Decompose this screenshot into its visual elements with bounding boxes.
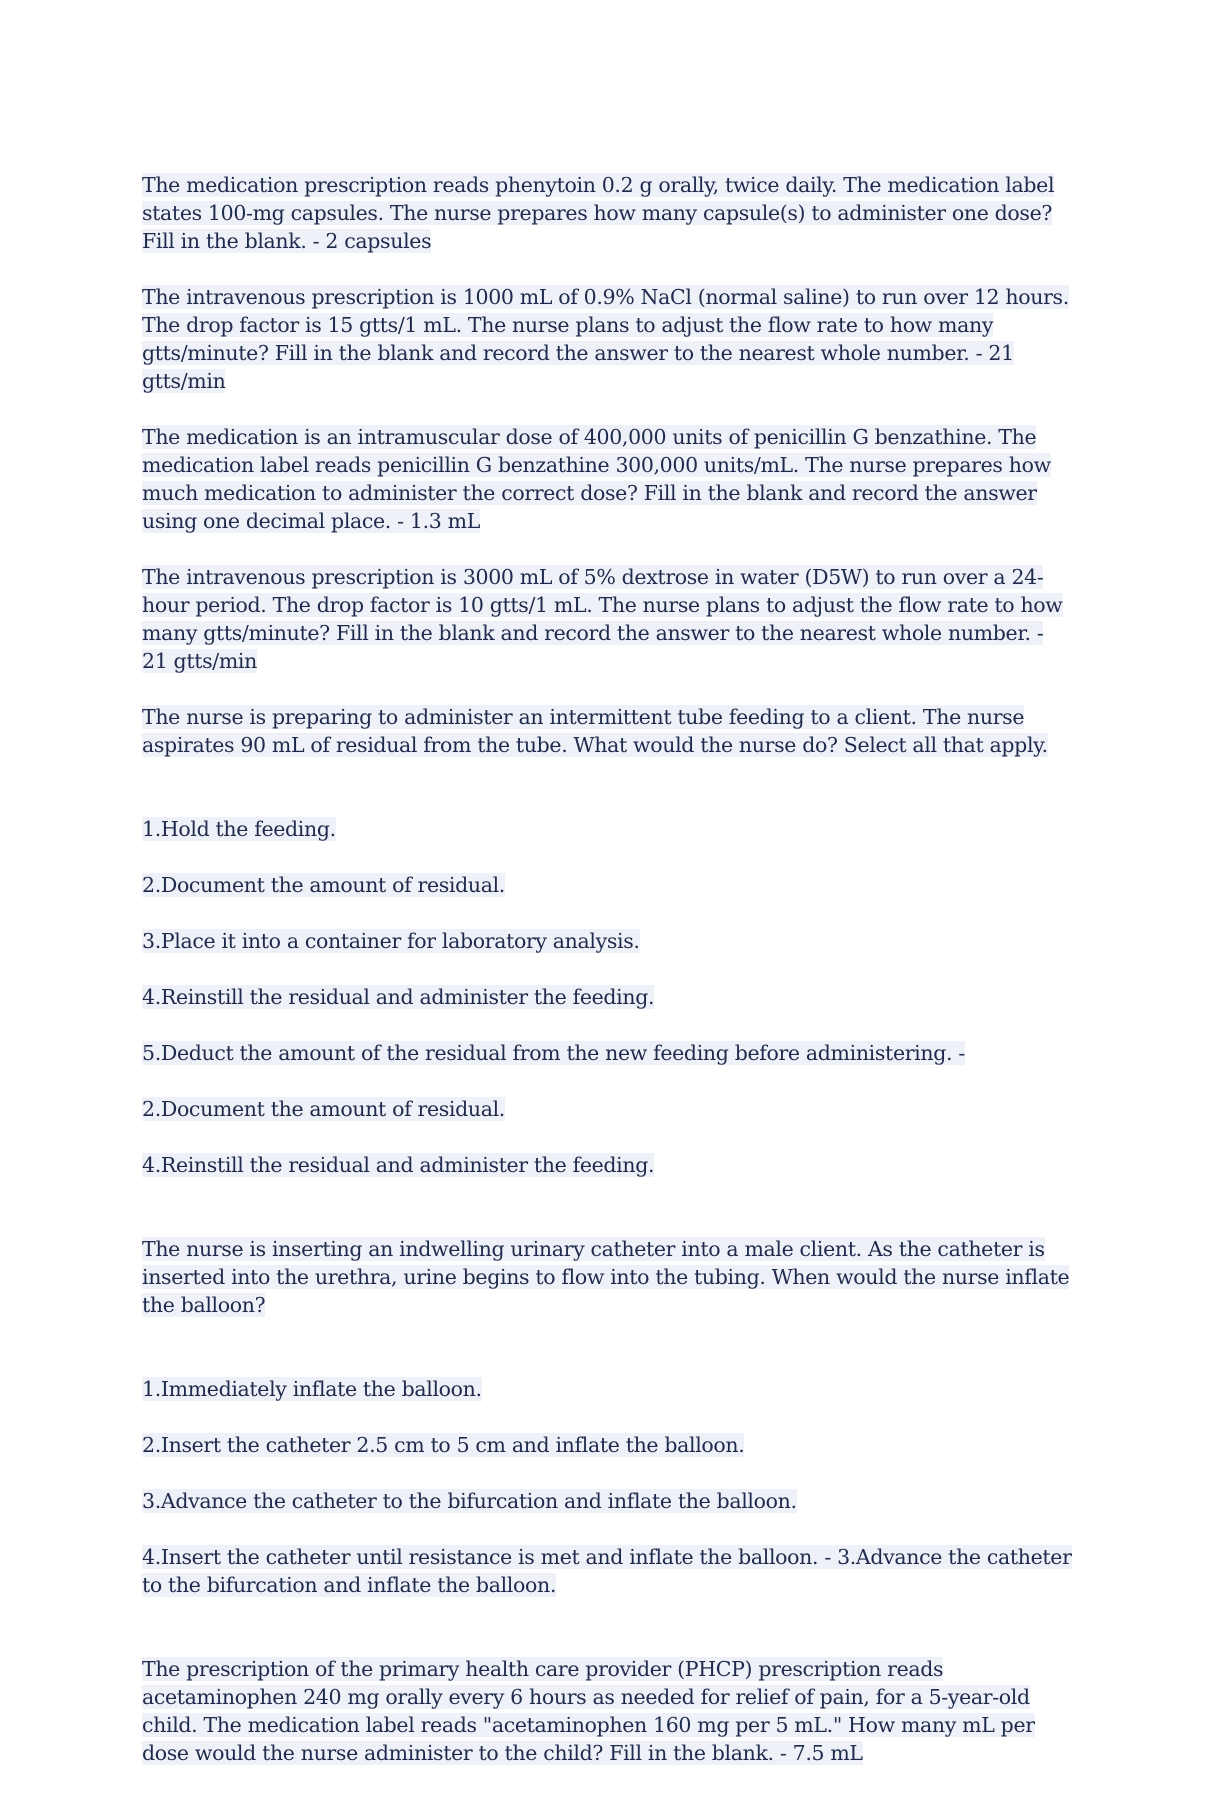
question-1 xyxy=(142,171,1072,255)
option-item: 1.Hold the feeding. xyxy=(142,817,336,841)
option-item: 3.Place it into a container for laboratory analysis. xyxy=(142,929,640,953)
question-5-options xyxy=(142,787,1072,1207)
question-text: The medication prescription reads phenytoin 0.2 g orally, twice daily. The medication label states 100-mg capsules. The nurse prepares how many capsule(s) to administer one dose? Fill in the blank. - 2 capsules xyxy=(142,173,1055,253)
question-5 xyxy=(142,703,1072,759)
question-7 xyxy=(142,1655,1072,1767)
question-4 xyxy=(142,563,1072,675)
document-page xyxy=(142,171,1072,1795)
question-6-options xyxy=(142,1347,1072,1627)
question-text: The medication is an intramuscular dose of 400,000 units of penicillin G benzathine. The medication label reads penicillin G benzathine 300,000 units/mL. The nurse prepares how much medication to administer the correct dose? Fill in the blank and record the answer using one decimal place. - 1.3 mL xyxy=(142,425,1051,533)
question-text: The prescription of the primary health care provider (PHCP) prescription reads acetaminophen 240 mg orally every 6 hours as needed for relief of pain, for a 5-year-old child. The medication label reads "acetaminophen 160 mg per 5 mL." How many mL per dose would the nurse administer to the child? Fill in the blank. - 7.5 mL xyxy=(142,1657,1035,1765)
option-item: 2.Document the amount of residual. xyxy=(142,873,505,897)
answer-item: 2.Document the amount of residual. xyxy=(142,1097,505,1121)
question-2 xyxy=(142,283,1072,395)
question-text: The intravenous prescription is 3000 mL of 5% dextrose in water (D5W) to run over a 24-hour period. The drop factor is 10 gtts/1 mL. The nurse plans to adjust the flow rate to how many gtts/minute? Fill in the blank and record the answer to the nearest whole number. - 21 gtts/min xyxy=(142,565,1063,673)
option-item: 1.Immediately inflate the balloon. xyxy=(142,1377,482,1401)
answer-item: 4.Reinstill the residual and administer the feeding. xyxy=(142,1153,655,1177)
question-text: The nurse is preparing to administer an intermittent tube feeding to a client. The nurse aspirates 90 mL of residual from the tube. What would the nurse do? Select all that apply. xyxy=(142,705,1048,757)
option-item: 4.Reinstill the residual and administer the feeding. xyxy=(142,985,655,1009)
question-text: The intravenous prescription is 1000 mL of 0.9% NaCl (normal saline) to run over 12 hours. The drop factor is 15 gtts/1 mL. The nurse plans to adjust the flow rate to how many gtts/minute? Fill in the blank and record the answer to the nearest whole number. - 21 gtts/min xyxy=(142,285,1069,393)
option-item: 3.Advance the catheter to the bifurcation and inflate the balloon. xyxy=(142,1489,797,1513)
question-6 xyxy=(142,1235,1072,1319)
question-3 xyxy=(142,423,1072,535)
option-item: 5.Deduct the amount of the residual from the new feeding before administering. - xyxy=(142,1041,965,1065)
question-text: The nurse is inserting an indwelling urinary catheter into a male client. As the catheter is inserted into the urethra, urine begins to flow into the tubing. When would the nurse inflate the balloon? xyxy=(142,1237,1070,1317)
option-item: 4.Insert the catheter until resistance is met and inflate the balloon. - 3.Advance the catheter to the bifurcation and inflate the balloon. xyxy=(142,1545,1072,1597)
option-item: 2.Insert the catheter 2.5 cm to 5 cm and inflate the balloon. xyxy=(142,1433,745,1457)
